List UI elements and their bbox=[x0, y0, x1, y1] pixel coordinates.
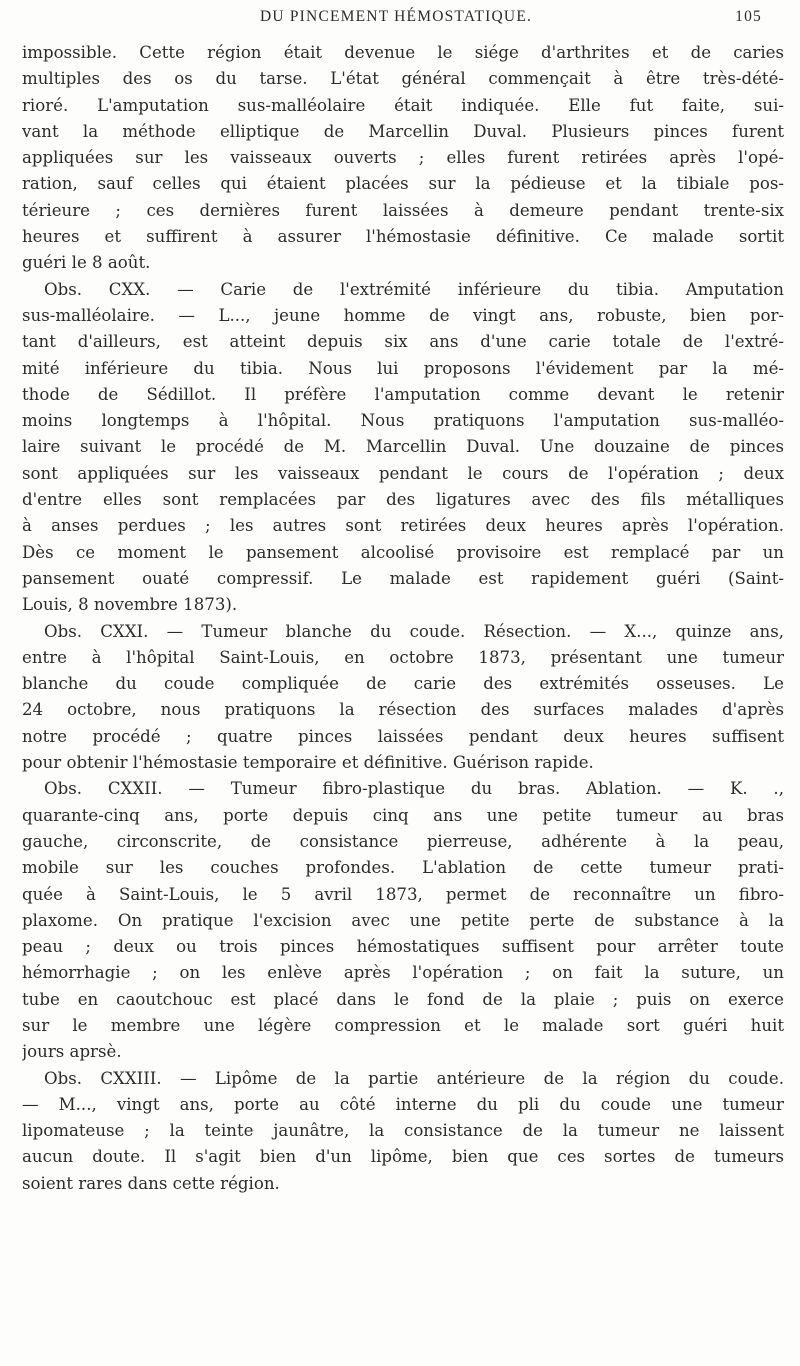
text-line: soient rares dans cette région. bbox=[22, 1173, 280, 1193]
text-line: quarante-cinq ans, porte depuis cinq ans une petite tumeur au bras bbox=[22, 805, 784, 825]
text-line: hémorrhagie ; on les enlève après l'opération ; on fait la suture, un bbox=[22, 963, 784, 983]
text-line: heures et suffirent à assurer l'hémostasie définitive. Ce malade sortit bbox=[22, 227, 784, 247]
text-line: blanche du coude compliquée de carie des extrémités osseuses. Le bbox=[22, 674, 784, 694]
text-line: mobile sur les couches profondes. L'ablation de cette tumeur prati- bbox=[22, 858, 784, 878]
text-line: — M..., vingt ans, porte au côté interne du pli du coude une tumeur bbox=[22, 1094, 784, 1114]
text-line: 24 octobre, nous pratiquons la résection des surfaces malades d'après bbox=[22, 700, 784, 720]
page-number: 105 bbox=[735, 8, 762, 25]
text-line: Dès ce moment le pansement alcoolisé provisoire est remplacé par un bbox=[22, 542, 784, 562]
text-line: térieure ; ces dernières furent laissées à demeure pendant trente-six bbox=[22, 200, 784, 220]
text-line: Louis, 8 novembre 1873). bbox=[22, 595, 238, 615]
text-line: sus-malléolaire. — L..., jeune homme de vingt ans, robuste, bien por- bbox=[22, 305, 784, 325]
observation-heading: Obs. CXXII. — Tumeur fibro-plastique du bras. Ablation. — K. ., bbox=[44, 779, 784, 799]
text-line: tant d'ailleurs, est atteint depuis six ans d'une carie totale de l'extré- bbox=[22, 332, 784, 352]
observation-heading: Obs. CXXIII. — Lipôme de la partie antérieure de la région du coude. bbox=[44, 1068, 784, 1088]
text-line: sont appliquées sur les vaisseaux pendant le cours de l'opération ; deux bbox=[22, 463, 784, 483]
text-line: laire suivant le procédé de M. Marcellin Duval. Une douzaine de pinces bbox=[22, 437, 784, 457]
text-line: moins longtemps à l'hôpital. Nous pratiquons l'amputation sus-malléo- bbox=[22, 411, 784, 431]
text-line: notre procédé ; quatre pinces laissées pendant deux heures suffisent bbox=[22, 726, 784, 746]
text-line: lipomateuse ; la teinte jaunâtre, la consistance de la tumeur ne laissent bbox=[22, 1121, 784, 1141]
text-line: à anses perdues ; les autres sont retirées deux heures après l'opération. bbox=[22, 516, 784, 536]
text-line: peau ; deux ou trois pinces hémostatiques suffisent pour arrêter toute bbox=[22, 937, 784, 957]
text-line: vant la méthode elliptique de Marcellin Duval. Plusieurs pinces furent bbox=[22, 121, 784, 141]
text-line: tube en caoutchouc est placé dans le fond de la plaie ; puis on exerce bbox=[22, 989, 784, 1009]
text-line: ration, sauf celles qui étaient placées sur la pédieuse et la tibiale pos- bbox=[22, 174, 784, 194]
text-line: multiples des os du tarse. L'état général commençait à être très-dété- bbox=[22, 69, 784, 89]
text-line: pour obtenir l'hémostasie temporaire et définitive. Guérison rapide. bbox=[22, 753, 594, 773]
text-line: plaxome. On pratique l'excision avec une petite perte de substance à la bbox=[22, 910, 784, 930]
text-line: rioré. L'amputation sus-malléolaire était indiquée. Elle fut faite, sui- bbox=[22, 95, 784, 115]
text-line: aucun doute. Il s'agit bien d'un lipôme, bien que ces sortes de tumeurs bbox=[22, 1147, 784, 1167]
body-text bbox=[22, 40, 784, 1197]
text-line: sur le membre une légère compression et le malade sort guéri huit bbox=[22, 1015, 784, 1035]
text-line: mité inférieure du tibia. Nous lui proposons l'évidement par la mé- bbox=[22, 358, 784, 378]
text-line: gauche, circonscrite, de consistance pierreuse, adhérente à la peau, bbox=[22, 831, 784, 851]
observation-heading: Obs. CXX. — Carie de l'extrémité inférieure du tibia. Amputation bbox=[44, 279, 784, 299]
text-line: pansement ouaté compressif. Le malade est rapidement guéri (Saint- bbox=[22, 568, 784, 588]
text-line: impossible. Cette région était devenue le siége d'arthrites et de caries bbox=[22, 43, 784, 62]
running-title: DU PINCEMENT HÉMOSTATIQUE. bbox=[260, 8, 533, 25]
observation-heading: Obs. CXXI. — Tumeur blanche du coude. Résection. — X..., quinze ans, bbox=[44, 621, 784, 641]
text-line: entre à l'hôpital Saint-Louis, en octobre 1873, présentant une tumeur bbox=[22, 647, 784, 667]
text-line: jours aprsè. bbox=[22, 1042, 122, 1062]
running-head bbox=[260, 8, 770, 32]
text-line: appliquées sur les vaisseaux ouverts ; elles furent retirées après l'opé- bbox=[22, 148, 784, 168]
text-line: quée à Saint-Louis, le 5 avril 1873, permet de reconnaître un fibro- bbox=[22, 884, 784, 904]
text-line: d'entre elles sont remplacées par des ligatures avec des fils métalliques bbox=[22, 490, 784, 510]
text-line: guéri le 8 août. bbox=[22, 253, 151, 273]
text-line: thode de Sédillot. Il préfère l'amputation comme devant le retenir bbox=[22, 384, 784, 404]
